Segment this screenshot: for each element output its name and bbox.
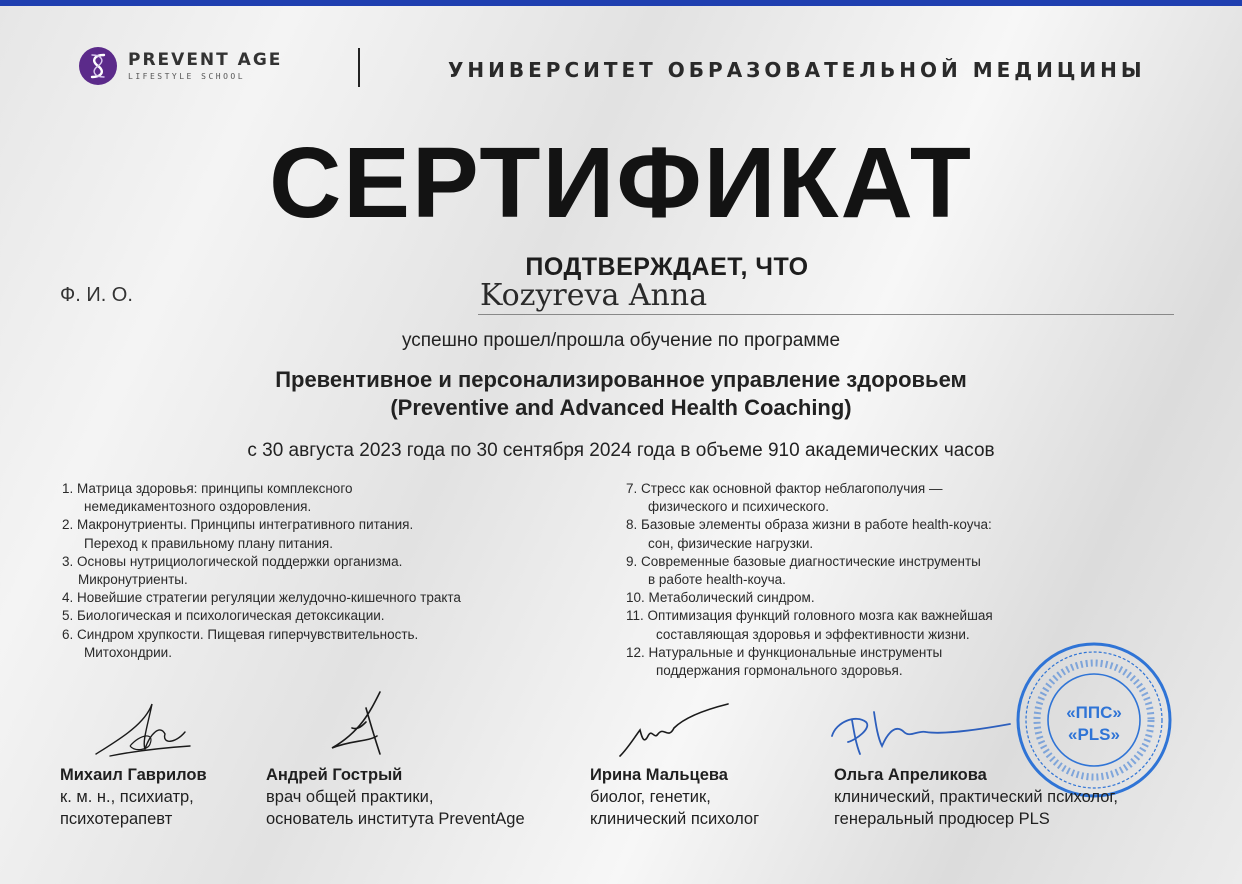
signer-title: генеральный продюсер PLS — [834, 810, 1050, 828]
program-title — [0, 366, 1242, 422]
signature-aprelikova — [826, 702, 1016, 760]
top-accent-bar — [0, 0, 1242, 6]
completion-statement: успешно прошел/прошла обучение по программе — [401, 330, 841, 351]
signer-maltseva — [590, 764, 759, 830]
logo-text — [128, 51, 282, 81]
topic-item: 3. Основы нутрициологической поддержки организма. Микронутриенты. — [62, 553, 403, 588]
certificate-title: СЕРТИФИКАТ — [269, 127, 973, 239]
stamp-text-ru: «ППС» — [1066, 703, 1122, 722]
signer-name: Михаил Гаврилов — [60, 766, 207, 784]
signer-name: Ирина Мальцева — [590, 766, 728, 784]
program-title-ru: Превентивное и персонализированное управление здоровьем — [275, 367, 967, 392]
topics-list-left — [62, 480, 461, 662]
full-name-value: Kozyreva Anna — [480, 278, 708, 313]
topic-item: 10. Метаболический синдром. — [626, 590, 815, 606]
topic-item: 6. Синдром хрупкости. Пищевая гиперчувствительность. Митохондрии. — [62, 626, 419, 660]
signer-title: врач общей практики, — [266, 788, 434, 806]
topics-list-right — [626, 480, 993, 680]
signer-title: психотерапевт — [60, 810, 173, 828]
full-name-underline — [478, 314, 1174, 315]
university-name: УНИВЕРСИТЕТ ОБРАЗОВАТЕЛЬНОЙ МЕДИЦИНЫ — [448, 58, 1146, 82]
topic-item: 1. Матрица здоровья: принципы комплексного немедикаментозного оздоровления. — [62, 481, 353, 515]
program-title-en: (Preventive and Advanced Health Coaching) — [390, 395, 852, 420]
signer-aprelikova — [834, 764, 1118, 830]
logo-name: PREVENT AGE — [128, 50, 283, 70]
signer-gavrilov — [60, 764, 207, 830]
topic-item: 4. Новейшие стратегии регуляции желудочно-кишечного тракта — [62, 590, 461, 606]
topic-item: 8. Базовые элементы образа жизни в работе health-коуча: сон, физические нагрузки. — [626, 517, 992, 551]
signer-gostry — [266, 764, 525, 830]
stamp-text-en: «PLS» — [1068, 725, 1120, 744]
prevent-age-logo — [78, 46, 282, 86]
topic-item: 5. Биологическая и психологическая детоксикации. — [62, 608, 385, 624]
topic-item: 9. Современные базовые диагностические инструменты в работе health-коуча. — [626, 553, 981, 588]
study-period: с 30 августа 2023 года по 30 сентября 2024 года в объеме 910 академических часов — [247, 440, 995, 461]
signer-title: основатель института PreventAge — [266, 810, 525, 828]
signature-gavrilov — [90, 694, 200, 764]
topic-item: 12. Натуральные и функциональные инструменты поддержания гормонального здоровья. — [626, 644, 943, 679]
signer-name: Андрей Гострый — [266, 766, 403, 784]
signer-title: к. м. н., психиатр, — [60, 788, 194, 806]
confirms-heading: ПОДТВЕРЖДАЕТ, ЧТО — [525, 253, 809, 281]
logo-subtitle: LIFESTYLE SCHOOL — [128, 72, 246, 81]
signature-maltseva — [614, 700, 734, 760]
prevent-age-logo-icon — [78, 46, 118, 86]
header-divider — [358, 48, 360, 87]
signer-title: клинический, практический психолог, — [834, 788, 1119, 806]
signer-title: клинический психолог — [590, 810, 760, 828]
full-name-label: Ф. И. О. — [60, 284, 133, 306]
signature-gostry — [322, 688, 402, 760]
topic-item: 2. Макронутриенты. Принципы интегративного питания. Переход к правильному плану питания. — [62, 517, 414, 551]
topic-item: 11. Оптимизация функций головного мозга как важнейшая составляющая здоровья и эффективности жизни. — [626, 608, 993, 642]
signer-title: биолог, генетик, — [590, 788, 711, 806]
signer-name: Ольга Апреликова — [834, 766, 987, 784]
topic-item: 7. Стресс как основной фактор неблагополучия — физического и психического. — [626, 481, 943, 515]
